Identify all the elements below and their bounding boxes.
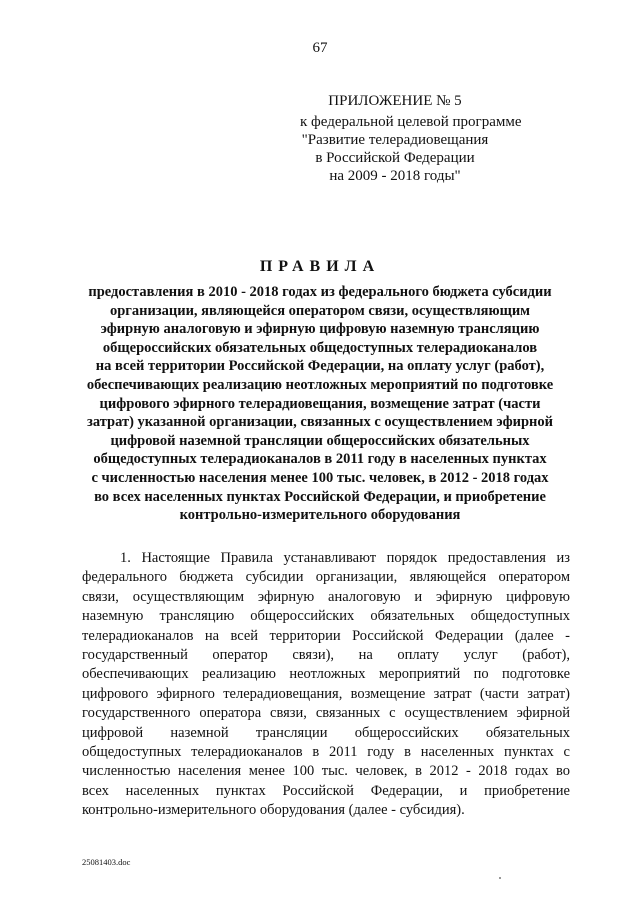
paragraph-line: общедоступных телерадиоканалов в 2011 году в населенных пунктах с (82, 743, 570, 760)
paragraph-line: федерального бюджета субсидии организации, являющейся оператором (82, 569, 570, 586)
document-heading: ПРАВИЛА (259, 258, 381, 275)
document-subtitle (60, 283, 580, 525)
paragraph-line: государственного оператора связи, связанных с осуществлением эфирной (82, 705, 570, 722)
paragraph-line: обеспечивающих реализацию неотложных мероприятий по подготовке (82, 666, 570, 683)
paragraph-line: связи, осуществляющим эфирную аналоговую и эфирную цифровую (82, 588, 570, 605)
paragraph-line: государственный оператор связи), на оплату услуг (работ), (82, 646, 570, 663)
paragraph-line: 1. Настоящие Правила устанавливают порядок предоставления из (120, 550, 570, 566)
appendix-block (300, 92, 522, 185)
subtitle-line: затрат) указанной организации, связанных с осуществлением эфирной (87, 414, 553, 431)
paragraph-1 (82, 549, 570, 820)
appendix-line: на 2009 - 2018 годы" (329, 168, 461, 184)
appendix-title: ПРИЛОЖЕНИЕ № 5 (328, 93, 462, 109)
paragraph-line: всех населенных пунктах Российской Федерации, и приобретение (82, 782, 570, 799)
paragraph-line: цифровой наземной трансляции общероссийских обязательных (82, 724, 570, 741)
subtitle-line: общедоступных телерадиоканалов в 2011 году в населенных пунктах (93, 451, 547, 468)
subtitle-line: цифровой наземной трансляции общероссийских обязательных (110, 432, 530, 449)
subtitle-line: организации, являющейся оператором связи, осуществляющим (109, 302, 531, 319)
subtitle-line: предоставления в 2010 - 2018 годах из федерального бюджета субсидии (88, 284, 552, 300)
paragraph-line: численностью населения менее 100 тыс. человек, в 2012 - 2018 годах во (82, 763, 570, 780)
subtitle-line: контрольно-измерительного оборудования (179, 507, 461, 524)
subtitle-line: общероссийских обязательных общедоступных телерадиоканалов (102, 339, 538, 356)
appendix-line: к федеральной целевой программе (300, 114, 522, 130)
paragraph-line: наземную трансляцию общероссийских обязательных общедоступных (82, 608, 570, 625)
paragraph-line: контрольно-измерительного оборудования (далее - субсидия). (82, 802, 465, 819)
subtitle-line: эфирную аналоговую и эфирную цифровую наземную трансляцию (100, 321, 540, 338)
paragraph-line: телерадиоканалов на всей территории Российской Федерации (далее - (82, 627, 570, 644)
subtitle-line: обеспечивающих реализацию неотложных мероприятий по подготовке (86, 376, 554, 393)
footer-file-name: 25081403.doc (82, 857, 131, 867)
footer-mark (499, 877, 501, 879)
subtitle-line: во всех населенных пунктах Российской Федерации, и приобретение (94, 488, 546, 505)
subtitle-line: на всей территории Российской Федерации, на оплату услуг (работ), (95, 358, 545, 375)
paragraph-line: цифрового эфирного телерадиовещания, возмещение затрат (части затрат) (82, 685, 570, 702)
subtitle-line: с численностью населения менее 100 тыс. человек, в 2012 - 2018 годах (91, 469, 549, 486)
appendix-line: "Развитие телерадиовещания (301, 132, 489, 148)
appendix-line: в Российской Федерации (315, 150, 475, 166)
subtitle-line: цифрового эфирного телерадиовещания, возмещение затрат (части (99, 395, 541, 412)
page-number: 67 (312, 40, 328, 56)
